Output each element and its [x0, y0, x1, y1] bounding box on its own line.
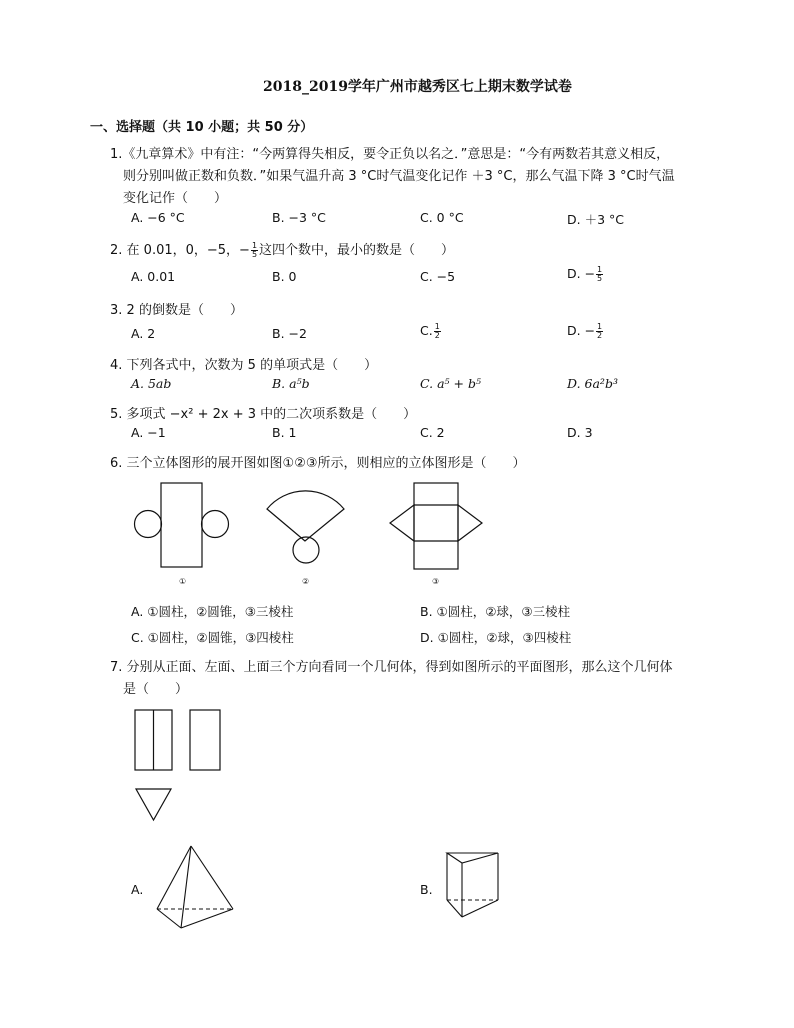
q3-d-fraction: $\frac{1}{2}$: [597, 322, 603, 340]
net3-strip: [414, 483, 458, 569]
page-title: 2018_2019学年广州市越秀区七上期末数学试卷: [263, 79, 572, 95]
q7-line2: 是（ ）: [123, 682, 189, 697]
q3-c-fraction: $\frac{1}{2}$: [434, 322, 440, 340]
q2-stem: [110, 239, 454, 259]
net2-circle: [293, 537, 319, 563]
q3-stem: 3. 2 的倒数是（ ）: [110, 303, 243, 318]
pyramid-edge-3: [181, 846, 191, 928]
q2-fraction: $\frac{1}{5}$: [251, 241, 258, 259]
section-heading: 一、选择题（共 10 小题；共 50 分）: [90, 120, 314, 135]
q5-stem: 5. 多项式 −x² + 2x + 3 中的二次项系数是（ ）: [110, 407, 417, 422]
prism-bottom-1: [447, 900, 462, 917]
q1-line2: 则分别叫做正数和负数．”如果气温升高 3 °C时气温变化记作 ＋3 °C，那么气温下降 3 °C时气温: [123, 169, 675, 184]
q2-option-c: C. −5: [420, 269, 456, 284]
q5-option-a: A. −1: [131, 425, 166, 440]
q2-option-a: A. 0.01: [131, 269, 176, 284]
q5-option-c: C. 2: [420, 425, 445, 440]
q1-option-c: C. 0 °C: [420, 210, 464, 225]
q5-option-d: D. 3: [567, 425, 593, 440]
pyramid-base-front-1: [157, 909, 181, 928]
q4-option-d: D. 6a²b³: [567, 376, 618, 391]
net1-rectangle: [161, 483, 202, 567]
q3-option-d: D. − $\frac{1}{2}$: [567, 322, 603, 340]
q3-option-c: C. $\frac{1}{2}$: [420, 322, 440, 340]
net1-left-circle: [135, 511, 162, 538]
q2-option-d: D. − $\frac{1}{5}$: [567, 265, 603, 283]
q2-stem-pre: 2. 在 0.01，0，−5，−: [110, 243, 250, 258]
q3-option-a: A. 2: [131, 326, 156, 341]
q4-stem: 4. 下列各式中，次数为 5 的单项式是（ ）: [110, 358, 378, 373]
pyramid-base-front-2: [181, 909, 233, 928]
q6-caption-3: ③: [432, 577, 440, 586]
q2-d-fraction: $\frac{1}{5}$: [597, 265, 603, 283]
q6-caption-1: ①: [179, 577, 187, 586]
pyramid-edge-1: [157, 846, 191, 909]
q4-option-a: A. 5ab: [131, 376, 172, 391]
q4-option-b: B. a⁵b: [272, 376, 310, 391]
q2-stem-post: 这四个数中，最小的数是（ ）: [259, 243, 455, 258]
net2-sector: [267, 491, 344, 541]
q1-option-b: B. −3 °C: [272, 210, 326, 225]
q4-option-c: C. a⁵ + b⁵: [420, 376, 481, 391]
prism-bottom-2: [462, 900, 498, 917]
q1-option-d: D. ＋3 °C: [567, 212, 624, 227]
q5-option-b: B. 1: [272, 425, 297, 440]
q6-option-b: B. ①圆柱，②球，③三棱柱: [420, 604, 571, 619]
q7-option-b: B.: [420, 882, 433, 897]
net3-left-triangle: [390, 505, 414, 541]
q1-option-a: A. −6 °C: [131, 210, 185, 225]
top-view: [136, 789, 171, 820]
net1-right-circle: [202, 511, 229, 538]
q6-option-d: D. ①圆柱，②球，③四棱柱: [420, 630, 572, 645]
q1-line3: 变化记作（ ）: [123, 191, 228, 206]
front-view: [135, 710, 172, 770]
q6-option-c: C. ①圆柱，②圆锥，③四棱柱: [131, 630, 294, 645]
left-view: [190, 710, 220, 770]
q2-option-b: B. 0: [272, 269, 297, 284]
q7-option-a: A.: [131, 882, 144, 897]
q7-line1: 7. 分别从正面、左面、上面三个方向看同一个几何体，得到如图所示的平面图形，那么这个几何体: [110, 660, 673, 675]
pyramid-edge-2: [191, 846, 233, 909]
prism-top: [447, 853, 498, 863]
q6-option-a: A. ①圆柱，②圆锥，③三棱柱: [131, 604, 294, 619]
q1-line1: 1.《九章算术》中有注：“今两算得失相反，要令正负以名之．”意思是：“今有两数若其意义相反，: [110, 147, 670, 162]
q6-stem: 6. 三个立体图形的展开图如图①②③所示，则相应的立体图形是（ ）: [110, 456, 526, 471]
net3-right-triangle: [458, 505, 482, 541]
q6-caption-2: ②: [302, 577, 310, 586]
q3-option-b: B. −2: [272, 326, 307, 341]
